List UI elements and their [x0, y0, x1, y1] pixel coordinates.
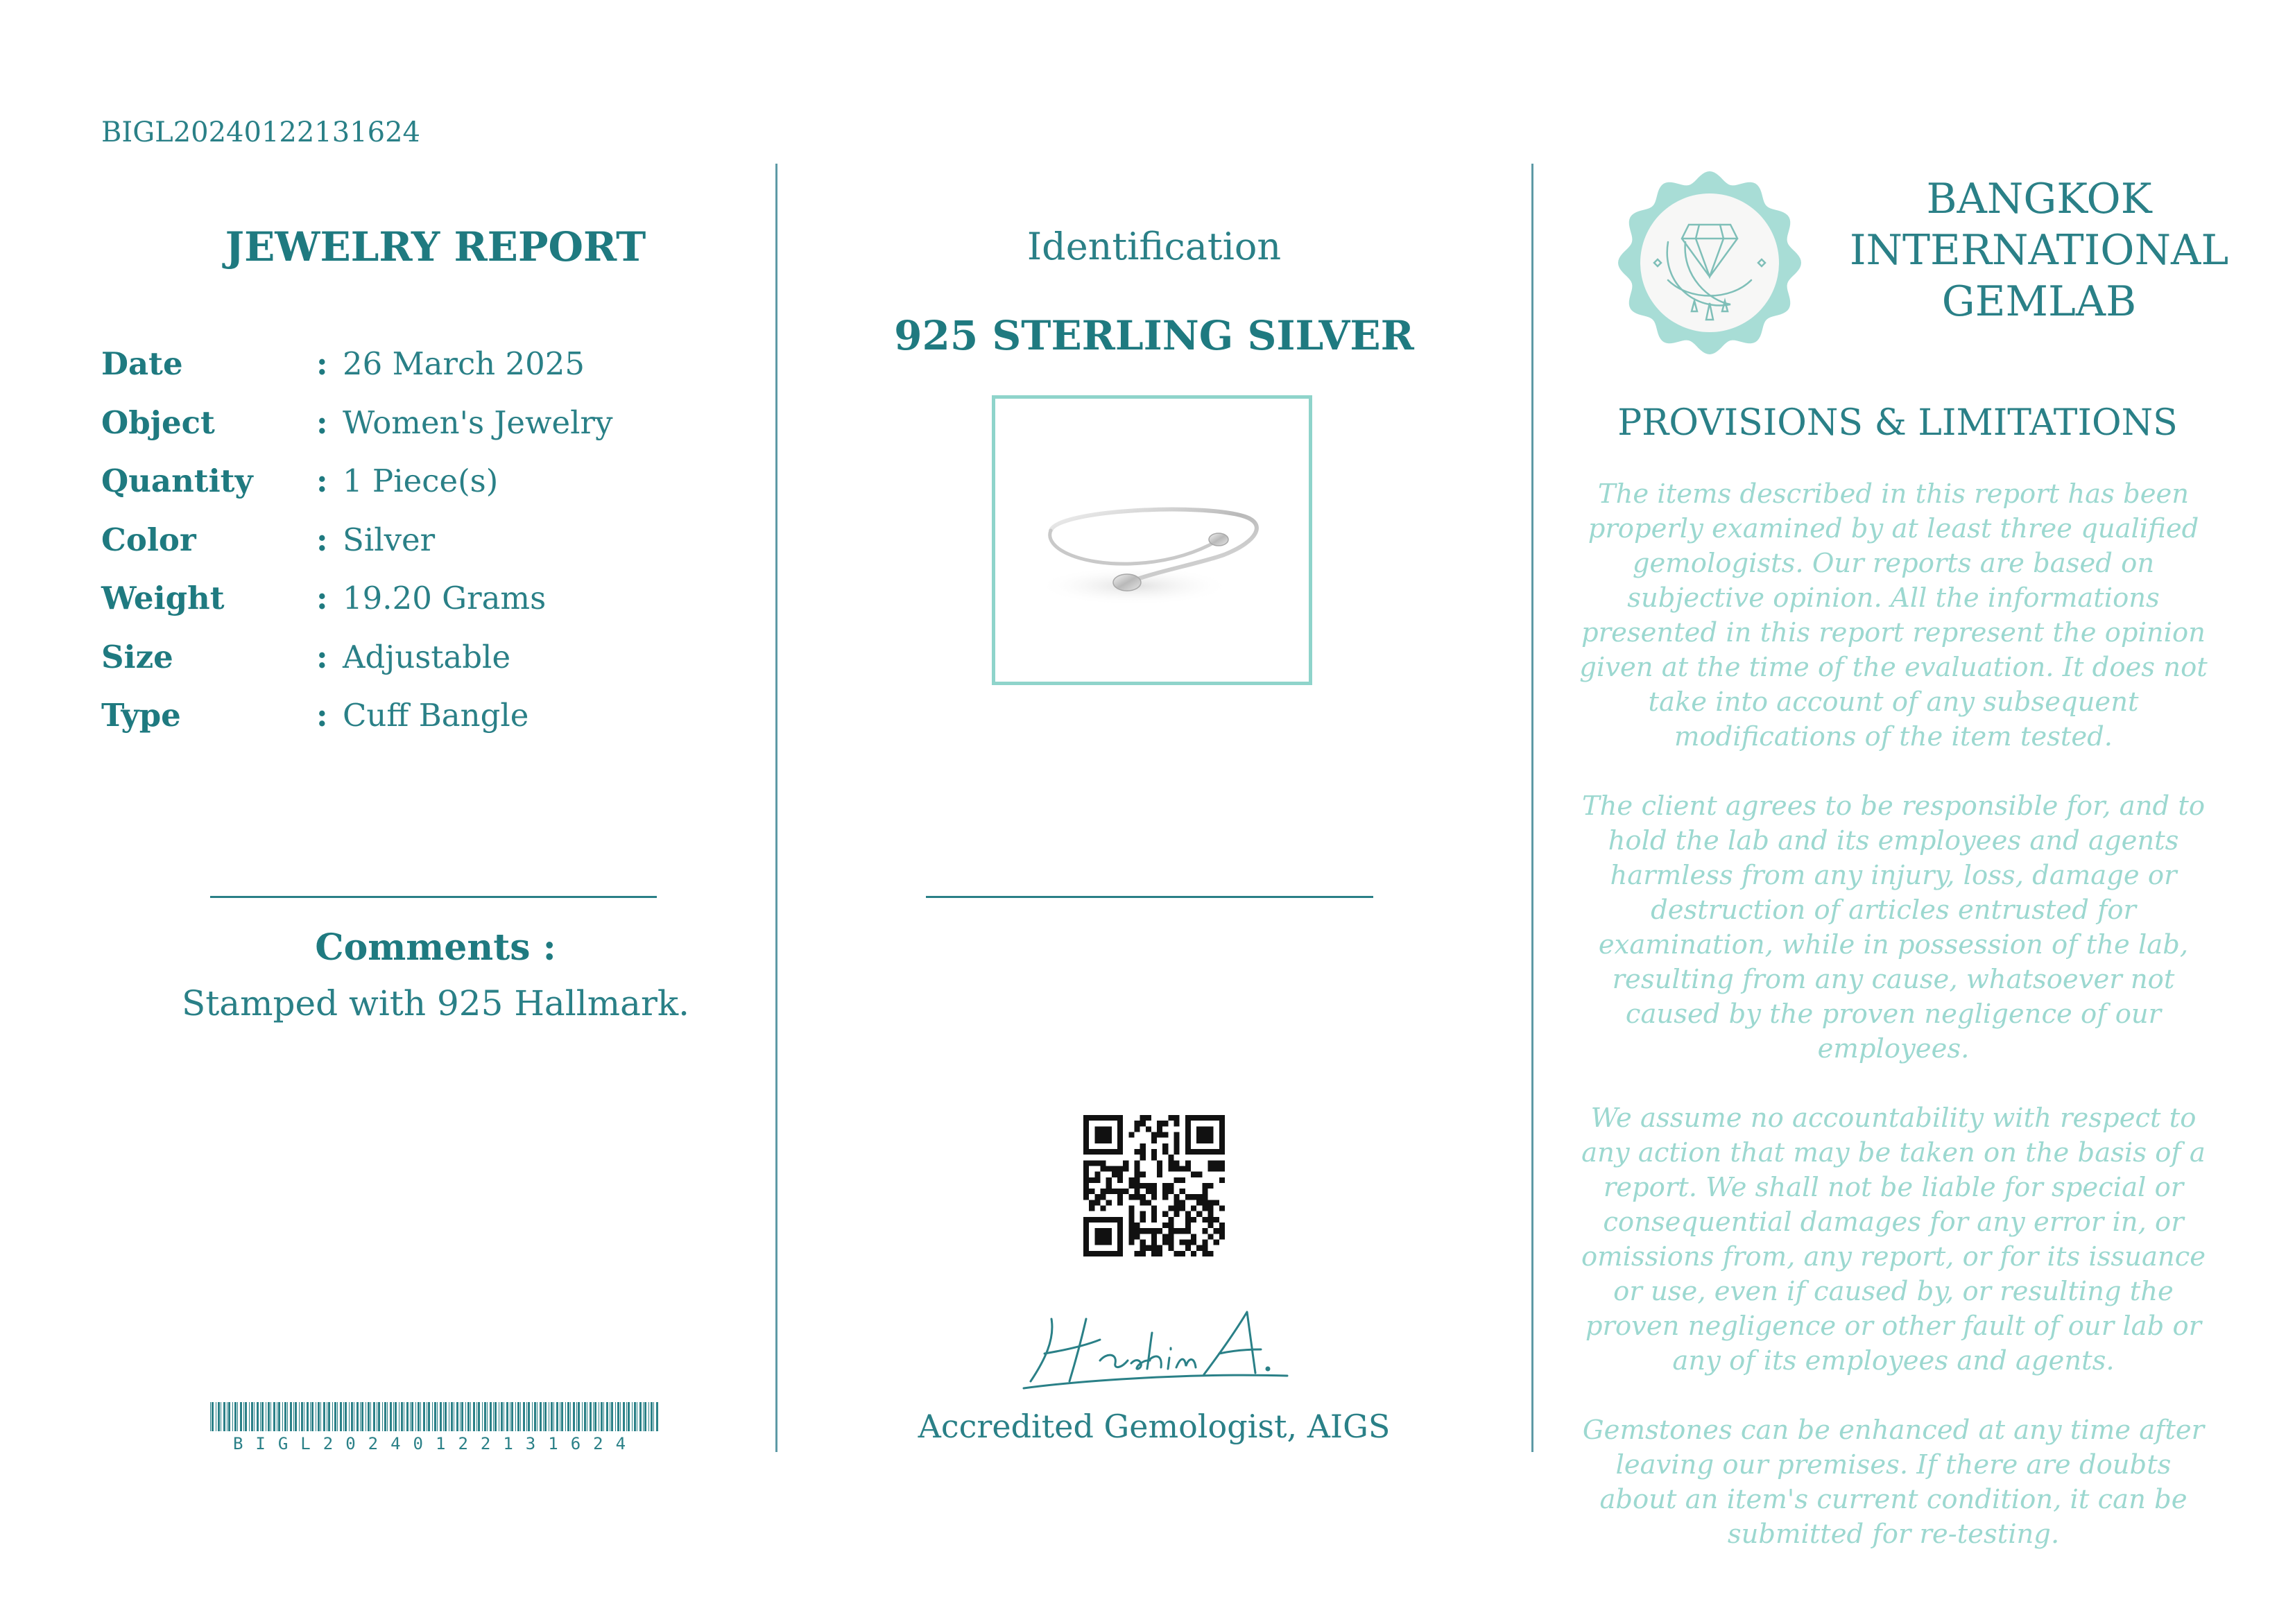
detail-label: Type: [101, 697, 181, 734]
detail-label: Date: [101, 345, 183, 382]
provisions-paragraph: Gemstones can be enhanced at any time after leaving our premises. If there are doubts about an item's current condition, it can be submitted for re-testing.: [1582, 1415, 2205, 1550]
provisions-text: [1574, 477, 2212, 1587]
detail-label: Size: [101, 638, 173, 675]
details-list: [101, 345, 725, 756]
detail-row-size: [101, 639, 725, 698]
detail-value: 19.20 Grams: [343, 580, 547, 616]
provisions-heading: PROVISIONS & LIMITATIONS: [1617, 402, 2178, 444]
report-title: JEWELRY REPORT: [225, 223, 646, 270]
comments-heading: Comments :: [315, 926, 556, 969]
lab-name-line: BANGKOK: [1926, 175, 2152, 223]
detail-row-color: [101, 521, 725, 580]
detail-colon: :: [316, 345, 328, 382]
barcode-text: BIGL20240122131624: [232, 1434, 639, 1453]
provisions-paragraph: The client agrees to be responsible for, and to hold the lab and its employees and agents harmless from any injury, loss, damage or destruction of articles entrusted for examination, while in possession of the lab, resulting from any cause, whatsoever not caused by the proven negligence of our employees.: [1581, 791, 2206, 1064]
detail-row-type: [101, 697, 725, 756]
column-divider-left: [775, 164, 777, 1452]
detail-value: Silver: [343, 521, 436, 558]
detail-value: Women's Jewelry: [343, 404, 613, 441]
product-photo-frame: [992, 395, 1312, 685]
detail-row-weight: [101, 580, 725, 639]
detail-colon: :: [316, 463, 328, 499]
detail-colon: :: [316, 404, 328, 441]
detail-colon: :: [316, 521, 328, 558]
material-name: 925 STERLING SILVER: [894, 312, 1414, 359]
lab-name-line: GEMLAB: [1941, 277, 2137, 326]
detail-row-quantity: [101, 463, 725, 521]
identification-heading: Identification: [1026, 225, 1282, 268]
gemologist-signature: [1003, 1291, 1294, 1402]
detail-label: Quantity: [101, 463, 253, 499]
lab-name: [1831, 173, 2247, 327]
column-divider-right: [1531, 164, 1533, 1452]
report-id: BIGL20240122131624: [101, 116, 420, 148]
comments-text: Stamped with 925 Hallmark.: [181, 983, 690, 1023]
detail-row-object: [101, 404, 725, 463]
detail-value: Cuff Bangle: [343, 697, 529, 734]
detail-label: Weight: [101, 580, 225, 616]
detail-label: Object: [101, 404, 215, 441]
divider-comments: [210, 896, 657, 898]
gemologist-title: Accredited Gemologist, AIGS: [918, 1408, 1391, 1445]
detail-label: Color: [101, 521, 196, 558]
detail-colon: :: [316, 638, 328, 675]
gemlab-seal-icon: [1616, 169, 1803, 356]
provisions-paragraph: The items described in this report has been properly examined by at least three qualified gemologists. Our reports are based on subjective opinion. All the informations presented in this report represent the opinion given at the time of the evaluation. It does not take into account of any subsequent modifications of the item tested.: [1579, 478, 2208, 752]
lab-name-line: INTERNATIONAL: [1849, 226, 2229, 275]
detail-value: 26 March 2025: [343, 345, 585, 382]
detail-value: 1 Piece(s): [343, 463, 499, 499]
qr-code-icon[interactable]: [1083, 1115, 1225, 1256]
detail-value: Adjustable: [343, 638, 511, 675]
divider-middle: [926, 896, 1373, 898]
detail-row-date: [101, 345, 725, 404]
cuff-bangle-photo: [995, 399, 1309, 682]
provisions-paragraph: We assume no accountability with respect to any action that may be taken on the basis of a report. We shall not be liable for special or consequential damages for any error in, or omissions from, any report, or for its issuance or use, even if caused by, or resulting the proven negligence or other fault of our lab or any of its employees and agents.: [1581, 1103, 2206, 1376]
detail-colon: :: [316, 697, 328, 734]
barcode-icon: [210, 1402, 661, 1431]
detail-colon: :: [316, 580, 328, 616]
